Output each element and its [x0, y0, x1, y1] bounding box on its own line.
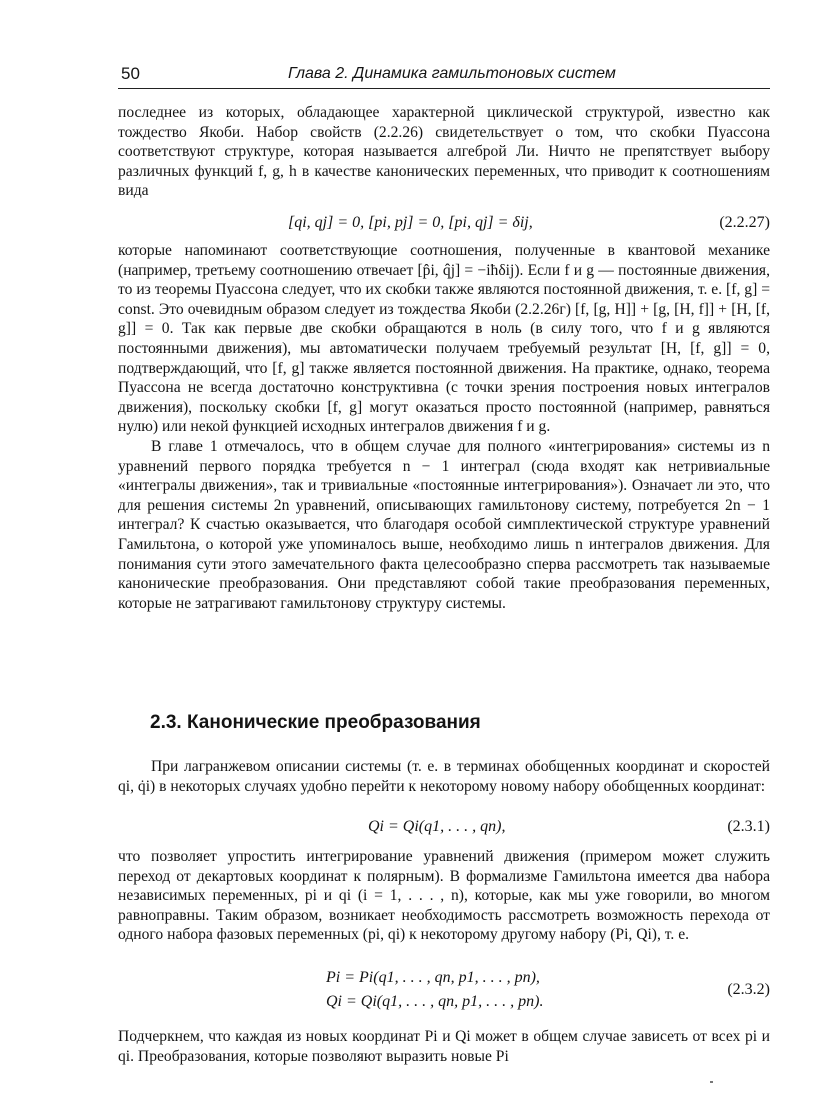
text-block-lagrange: [118, 757, 770, 796]
paragraph-poisson: которые напоминают соответствующие соотношения, полученные в квантовой механике (например, третьему соотношению отвечает [p̂i, q̂j] = −iħδij). Если f и g — постоянные движения, то из теоремы Пуассона следует, что их скобки также являются постоянной движения, т. е. [f, g] = const. Это очевидным образом следует из тождества Якоби (2.2.26г) [f, [g, H]] + [g, [H, f]] + [H, [f, g]] = 0. Так как первые две скобки обращаются в ноль (в силу того, что f и g являются постоянными движения), мы автоматически получаем требуемый результат [H, [f, g]] = 0, подтверждающий, что [f, g] также является постоянной движения. На практике, однако, теорема Пуассона не всегда достаточно конструктивна (с точки зрения построения новых интегралов движения), поскольку скобки [f, g] могут оказаться просто постоянной (например, равняться нулю) или некой функцией исходных интегралов движения f и g.: [118, 242, 770, 436]
intro-paragraph: последнее из которых, обладающее характерной циклической структурой, известно как тождество Якоби. Набор свойств (2.2.26) свидетельствует о том, что скобки Пуассона соответствуют структуре, которая называется алгеброй Ли. Ничто не препятствует выбору различных функций f, g, h в качестве канонических переменных, что приводит к соотношениям вида: [118, 104, 770, 200]
running-title: Глава 2. Динамика гамильтоновых систем: [288, 65, 616, 82]
text-block-middle: [118, 241, 770, 613]
equation-number: (2.3.1): [727, 818, 770, 835]
paragraph-hamilton: что позволяет упростить интегрирование уравнений движения (примером может служить переход от декартовых координат к полярным). В формализме Гамильтона имеется два набора независимых переменных, pi и qi (i = 1, . . . , n), которые, как мы уже говорили, во многом равноправны. Таким образом, возникает необходимость рассмотреть возможность перехода от одного набора фазовых переменных (pi, qi) к некоторому другому набору (Pi, Qi), т. е.: [118, 848, 770, 944]
equation-2-2-27: [118, 214, 770, 238]
equation-line-2: Qi = Qi(q1, . . . , qn, p1, . . . , pn).: [326, 993, 544, 1010]
equation-2-3-1: [118, 818, 770, 842]
paragraph-chapter1: В главе 1 отмечалось, что в общем случае для полного «интегрирования» системы из n уравнений первого порядка требуется n − 1 интеграл (сюда входят как нетривиальные «интегралы движения», так и тривиальные «постоянные интегрирования»). Означает ли это, что для решения системы 2n уравнений, описывающих гамильтонову систему, потребуется 2n − 1 интеграл? К счастью оказывается, что благодаря особой симплектической структуре уравнений Гамильтона, о которой уже упоминалось выше, необходимо лишь n интегралов движения. Для понимания сути этого замечательного факта целесообразно сперва рассмотреть так называемые канонические преобразования. Они представляют собой такие преобразования переменных, которые не затрагивают гамильтонову структуру системы.: [118, 437, 770, 612]
equation-line-1: Pi = Pi(q1, . . . , qn, p1, . . . , pn),: [326, 969, 540, 986]
equation-formula: Qi = Qi(q1, . . . , qn),: [368, 818, 506, 835]
section-title: 2.3. Канонические преобразования: [150, 712, 481, 733]
text-block-bottom: [118, 1027, 770, 1066]
equation-number: (2.2.27): [719, 214, 770, 231]
final-paragraph: Подчеркнем, что каждая из новых координат Pi и Qi может в общем случае зависеть от всех pi и qi. Преобразования, которые позволяют выразить новые Pi: [118, 1028, 770, 1065]
equation-formula: [qi, qj] = 0, [pi, pj] = 0, [pi, qj] = δij,: [288, 214, 533, 231]
text-block-hamilton: [118, 847, 770, 945]
page-header: [118, 58, 770, 89]
text-block-top: [118, 103, 770, 201]
paragraph-lagrange: При лагранжевом описании системы (т. е. в терминах обобщенных координат и скоростей qi, q̇i) в некоторых случаях удобно перейти к некоторому новому набору обобщенных координат:: [118, 758, 770, 795]
page-number: 50: [121, 64, 140, 83]
print-speck: [710, 1081, 713, 1083]
equation-number: (2.3.2): [727, 981, 770, 998]
equation-2-3-2: [118, 969, 770, 1015]
